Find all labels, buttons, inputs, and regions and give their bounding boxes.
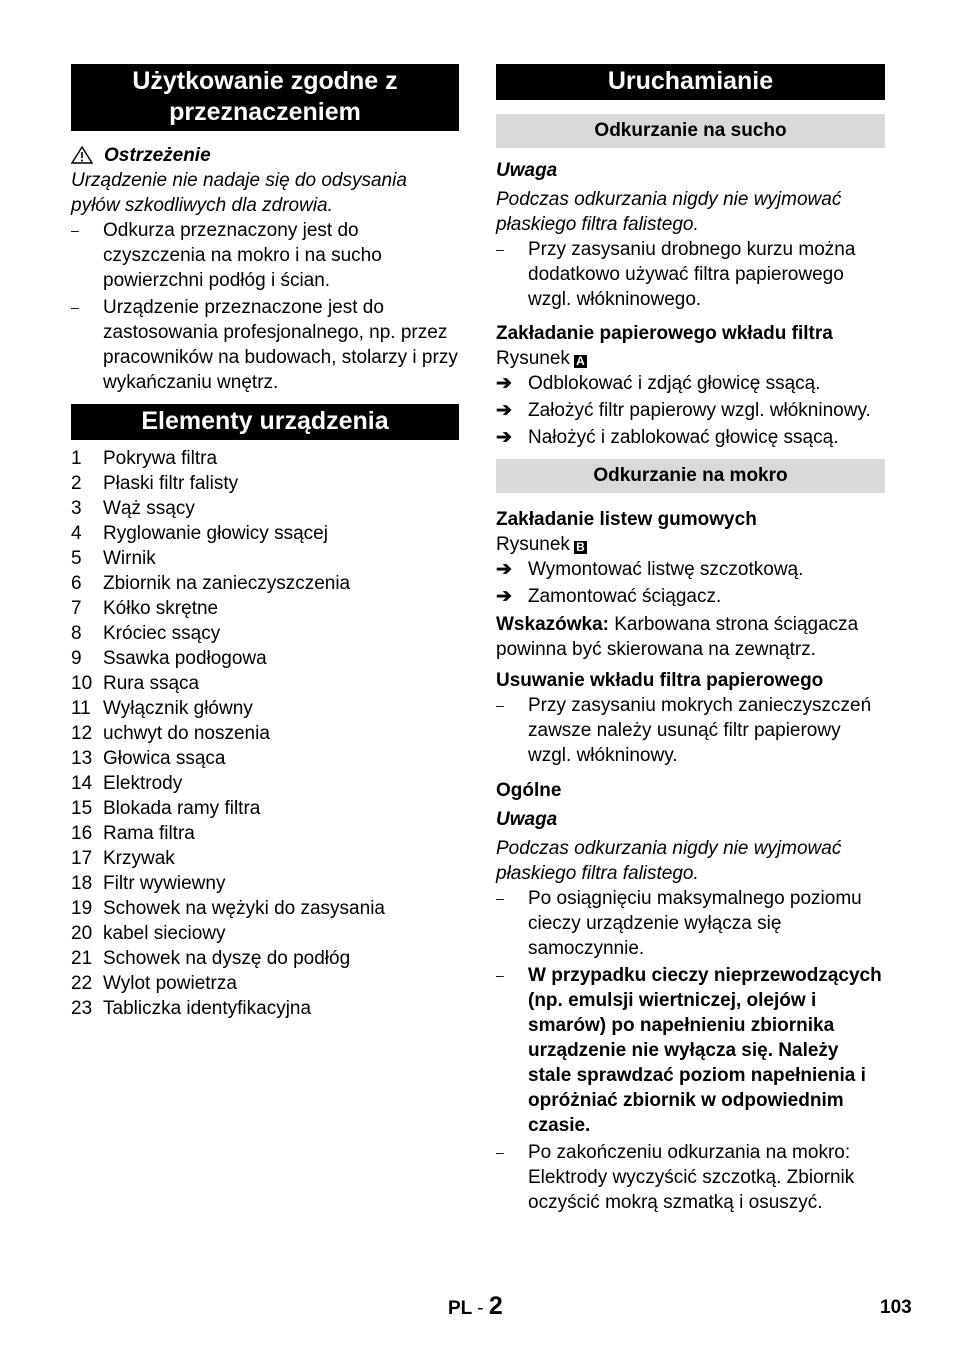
dash-bullet: – (71, 222, 79, 238)
part-label: Głowica ssąca (103, 748, 226, 769)
part-label: Ssawka podłogowa (103, 648, 267, 669)
parts-list-item (71, 721, 459, 746)
part-number: 4 (71, 523, 82, 544)
part-label: Rama filtra (103, 823, 195, 844)
paper-filter-heading: Zakładanie papierowego wkładu filtra (496, 323, 833, 344)
parts-list-item (71, 946, 459, 971)
subsection-heading-wet: Odkurzanie na mokro (496, 459, 885, 493)
step-item (496, 584, 885, 609)
step-item (496, 371, 885, 396)
bullet-text: Przy zasysaniu mokrych zanieczyszczeń zawsze należy usunąć filtr papierowy wzgl. włókninowy. (528, 695, 872, 766)
arrow-icon: ➔ (496, 559, 512, 580)
part-number: 8 (71, 623, 82, 644)
part-number: 22 (71, 973, 93, 994)
dash-bullet: – (496, 1144, 504, 1160)
figure-letter-badge: A (574, 355, 587, 368)
figure-letter-badge: B (574, 541, 587, 554)
bullet-text: Przy zasysaniu drobnego kurzu można dodatkowo używać filtra papierowego wzgl. włókninowego. (528, 239, 856, 310)
parts-list-item (71, 996, 459, 1021)
list-item (496, 693, 885, 768)
parts-list-item (71, 521, 459, 546)
parts-list-item (71, 496, 459, 521)
parts-list-item (71, 696, 459, 721)
dash-bullet: – (496, 967, 504, 983)
parts-list-item (71, 771, 459, 796)
arrow-icon: ➔ (496, 373, 512, 394)
list-item (496, 237, 885, 312)
rubber-strips-heading: Zakładanie listew gumowych (496, 509, 757, 530)
parts-list-item (71, 971, 459, 996)
part-label: Krzywak (103, 848, 175, 869)
part-label: Króciec ssący (103, 623, 221, 644)
part-label: kabel sieciowy (103, 923, 226, 944)
parts-list-item (71, 646, 459, 671)
dash-bullet: – (496, 697, 504, 713)
part-number: 13 (71, 748, 93, 769)
part-number: 19 (71, 898, 93, 919)
part-number: 15 (71, 798, 93, 819)
hint-paragraph (496, 612, 885, 662)
part-label: Ryglowanie głowicy ssącej (103, 523, 328, 544)
parts-list-item (71, 671, 459, 696)
part-label: Rura ssąca (103, 673, 200, 694)
dash-bullet: – (71, 299, 79, 315)
part-number: 18 (71, 873, 93, 894)
list-item (496, 886, 885, 961)
left-column (71, 64, 459, 1021)
bullet-text: Po zakończeniu odkurzania na mokro: Elektrody wyczyścić szczotką. Zbiornik oczyścić mokrą szmatką i osuszyć. (528, 1142, 855, 1213)
part-number: 21 (71, 948, 93, 969)
list-item (71, 295, 459, 395)
part-number: 20 (71, 923, 93, 944)
part-label: Filtr wywiewny (103, 873, 226, 894)
figure-label: Rysunek (496, 348, 570, 369)
parts-list-item (71, 446, 459, 471)
part-label: Wyłącznik główny (103, 698, 253, 719)
list-item (496, 963, 885, 1138)
step-text: Nałożyć i zablokować głowicę ssącą. (528, 427, 839, 448)
part-label: Blokada ramy filtra (103, 798, 261, 819)
parts-list-item (71, 871, 459, 896)
hint-text: Karbowana strona ściągacza powinna być skierowana na zewnątrz. (496, 614, 859, 660)
part-number: 3 (71, 498, 82, 519)
general-heading: Ogólne (496, 780, 562, 801)
part-number: 1 (71, 448, 82, 469)
arrow-icon: ➔ (496, 400, 512, 421)
part-label: Schowek na wężyki do zasysania (103, 898, 385, 919)
parts-list-item (71, 596, 459, 621)
part-label: Schowek na dyszę do podłóg (103, 948, 351, 969)
warning-line (71, 143, 459, 168)
step-text: Założyć filtr papierowy wzgl. włókninowy. (528, 400, 871, 421)
part-number: 11 (71, 698, 91, 719)
footer-lang-code: PL (448, 1298, 472, 1319)
page-number: 103 (880, 1297, 912, 1318)
part-number: 6 (71, 573, 82, 594)
step-item (496, 557, 885, 582)
page-footer-language (448, 1294, 503, 1321)
step-text: Zamontować ściągacz. (528, 586, 722, 607)
parts-list-item (71, 796, 459, 821)
parts-list-item (71, 746, 459, 771)
right-column (496, 64, 885, 1215)
part-number: 12 (71, 723, 93, 744)
section-heading-components: Elementy urządzenia (71, 404, 459, 440)
parts-list-item (71, 471, 459, 496)
step-item (496, 398, 885, 423)
part-number: 17 (71, 848, 93, 869)
part-number: 23 (71, 998, 93, 1019)
part-number: 2 (71, 473, 82, 494)
part-number: 7 (71, 598, 82, 619)
parts-list-item (71, 571, 459, 596)
figure-reference (496, 346, 885, 371)
warning-label: Ostrzeżenie (104, 145, 211, 166)
note-label: Uwaga (496, 809, 558, 830)
note-text: Podczas odkurzania nigdy nie wyjmować płaskiego filtra falistego. (496, 189, 842, 235)
bullet-text: Odkurza przeznaczony jest do czyszczenia na mokro i na sucho powierzchni podłóg i ścian. (103, 220, 382, 291)
section-heading-intended-use: Użytkowanie zgodne z przeznaczeniem (71, 64, 459, 131)
arrow-icon: ➔ (496, 586, 512, 607)
step-text: Wymontować listwę szczotkową. (528, 559, 804, 580)
part-label: Zbiornik na zanieczyszczenia (103, 573, 351, 594)
footer-separator: - (477, 1298, 484, 1319)
step-text: Odblokować i zdjąć głowicę ssącą. (528, 373, 821, 394)
dash-bullet: – (496, 241, 504, 257)
parts-list-item (71, 821, 459, 846)
parts-list-item (71, 546, 459, 571)
bullet-text-bold: W przypadku cieczy nieprzewodzących (np. emulsji wiertniczej, olejów i smarów) po napełnieniu zbiornika urządzenie nie wyłącza się. Należy stale sprawdzać poziom napełnienia i opróżniać zbiornik w odpowiednim czasie. (528, 965, 882, 1136)
section-heading-startup: Uruchamianie (496, 64, 885, 100)
bullet-text: Urządzenie przeznaczone jest do zastosowania profesjonalnego, np. przez pracowników na budowach, stolarzy i przy wykańczaniu wnętrz. (103, 297, 458, 393)
dash-bullet: – (496, 890, 504, 906)
parts-list-item (71, 621, 459, 646)
parts-list-item (71, 846, 459, 871)
part-number: 9 (71, 648, 82, 669)
part-label: Wirnik (103, 548, 156, 569)
warning-text: Urządzenie nie nadaje się do odsysania pyłów szkodliwych dla zdrowia. (71, 170, 407, 216)
parts-list-item (71, 896, 459, 921)
part-number: 5 (71, 548, 82, 569)
footer-section-number: 2 (488, 1292, 503, 1320)
list-item (496, 1140, 885, 1215)
arrow-icon: ➔ (496, 427, 512, 448)
subsection-heading-dry: Odkurzanie na sucho (496, 114, 885, 148)
part-label: Kółko skrętne (103, 598, 219, 619)
parts-list (71, 446, 459, 1021)
step-item (496, 425, 885, 450)
parts-list-item (71, 921, 459, 946)
remove-filter-heading: Usuwanie wkładu filtra papierowego (496, 670, 824, 691)
part-label: Wylot powietrza (103, 973, 237, 994)
part-number: 14 (71, 773, 93, 794)
part-label: Tabliczka identyfikacyjna (103, 998, 312, 1019)
part-number: 10 (71, 673, 93, 694)
figure-label: Rysunek (496, 534, 570, 555)
list-item (71, 218, 459, 293)
warning-triangle-icon (71, 146, 93, 164)
note-text: Podczas odkurzania nigdy nie wyjmować płaskiego filtra falistego. (496, 838, 842, 884)
part-label: uchwyt do noszenia (103, 723, 270, 744)
bullet-text: Po osiągnięciu maksymalnego poziomu cieczy urządzenie wyłącza się samoczynnie. (528, 888, 862, 959)
part-label: Wąż ssący (103, 498, 195, 519)
part-label: Pokrywa filtra (103, 448, 218, 469)
figure-reference (496, 532, 885, 557)
part-number: 16 (71, 823, 93, 844)
part-label: Elektrody (103, 773, 183, 794)
hint-label: Wskazówka: (496, 614, 609, 635)
part-label: Płaski filtr falisty (103, 473, 239, 494)
note-label: Uwaga (496, 160, 558, 181)
